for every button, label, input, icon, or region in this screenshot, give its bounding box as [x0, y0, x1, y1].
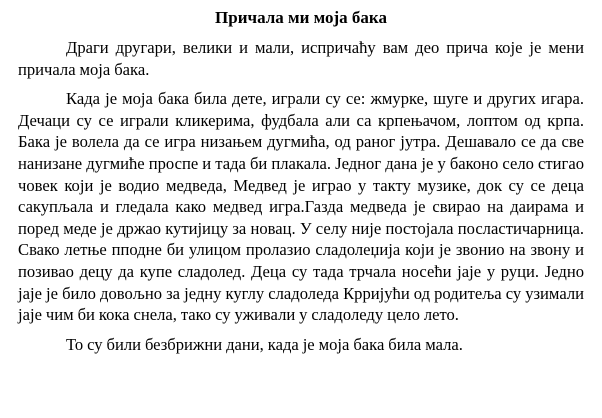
document-title: Причала ми моја бака	[215, 8, 387, 27]
paragraph-closing: То су били безбрижни дани, када је моја бака била мала.	[66, 334, 463, 354]
paragraph-story: Када је моја бака била дете, играли су се: жмурке, шуге и других игара. Дечаци су се играли кликерима, фудбала али са крпењачом, лоптом од крпа. Бака је волела да се игра низањем дугмића, од раног јутра. Дешавало се да све нанизане дугмиће проспе и тада би плакала. Једног дана је у баконо село стигао човек који је водио медведа, Медвед је играо у такту музике, док су се деца сакупљала и гледала како медвед игра.Газда медведа је свирао на даирама и поред меде је држао кутијицу за новац. У селу није постојала посластичарница. Свако летње пподне би улицом пролазио сладолеџија који је звонио на звону и позивао децу да купе сладолед. Деца су тада трчала носећи јаје у руци. Једно јаје је било довољно за једну куглу сладоледа Крријући од родитеља су узимали јаје чим би кока снела, тако су уживали у сладоледу цело лето.	[18, 89, 584, 325]
paragraph-intro: Драги другари, велики и мали, испричаћу вам део прича које је мени причала моја бака.	[18, 38, 584, 79]
